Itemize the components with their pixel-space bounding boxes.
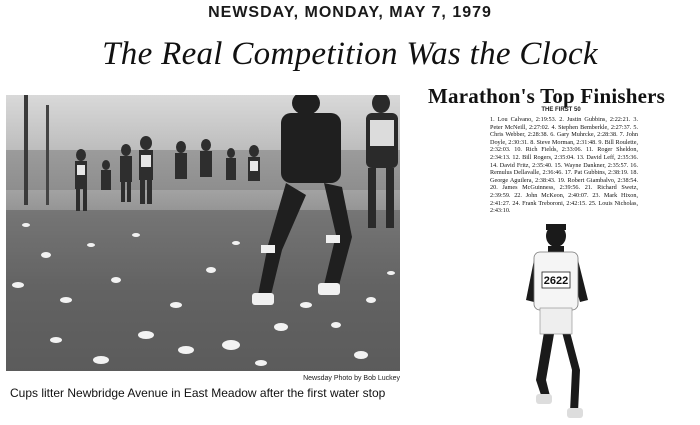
runner-figure [512, 220, 600, 420]
dateline: NEWSDAY, MONDAY, MAY 7, 1979 [208, 4, 492, 21]
finishers-results-list: 1. Lou Calvano, 2:19:53. 2. Justin Gubbins, 2:22:21. 3. Peter McNeill, 2:27:02. 4. Stephen Bemberkle, 2:27:37. 5. Chris Webber, 2:28:38. 6. Gary Muhrcke, 2:28:38. 7. John Doyle, 2:30:31. 8. Steve Morman, 2:31:48. 9. Bill Roulette, 2:32:03. 10. Rich Fields, 2:33:06. 11. Roger Sheldon, 2:34:13. 12. Bill Rogers, 2:35:04. 13. David Leff, 2:35:36. 14. David Fritz, 2:35:40. 15. Wayne Dankner, 2:35:57. 16. Remulus Dellavalle, 2:36:46. 17. Pat Gubbins, 2:38:19. 18. George Aguilera, 2:38:43. 19. Robert Giambalvo, 2:38:54. 20. James McGuinness, 2:39:56. 21. Richard Swetz, 2:39:59. 22. John McKeon, 2:40:07. 23. Mark Hixon, 2:41:27. 24. Frank Treboroni, 2:42:15. 25. Louis Nicholas, 2:43:10. [490, 116, 638, 215]
finishers-subtitle: THE FIRST 50 [541, 107, 581, 113]
photo-caption: Cups litter Newbridge Avenue in East Meadow after the first water stop [10, 386, 386, 400]
marathon-street-photo [6, 95, 400, 371]
photo-credit: Newsday Photo by Bob Luckey [303, 375, 400, 382]
runner-bib-number: 2622 [543, 275, 569, 287]
headline: The Real Competition Was the Clock [102, 36, 598, 72]
finishers-title: Marathon's Top Finishers [428, 84, 666, 108]
runner-portrait-photo [512, 220, 600, 420]
crowd-of-runners-illustration [6, 95, 400, 371]
